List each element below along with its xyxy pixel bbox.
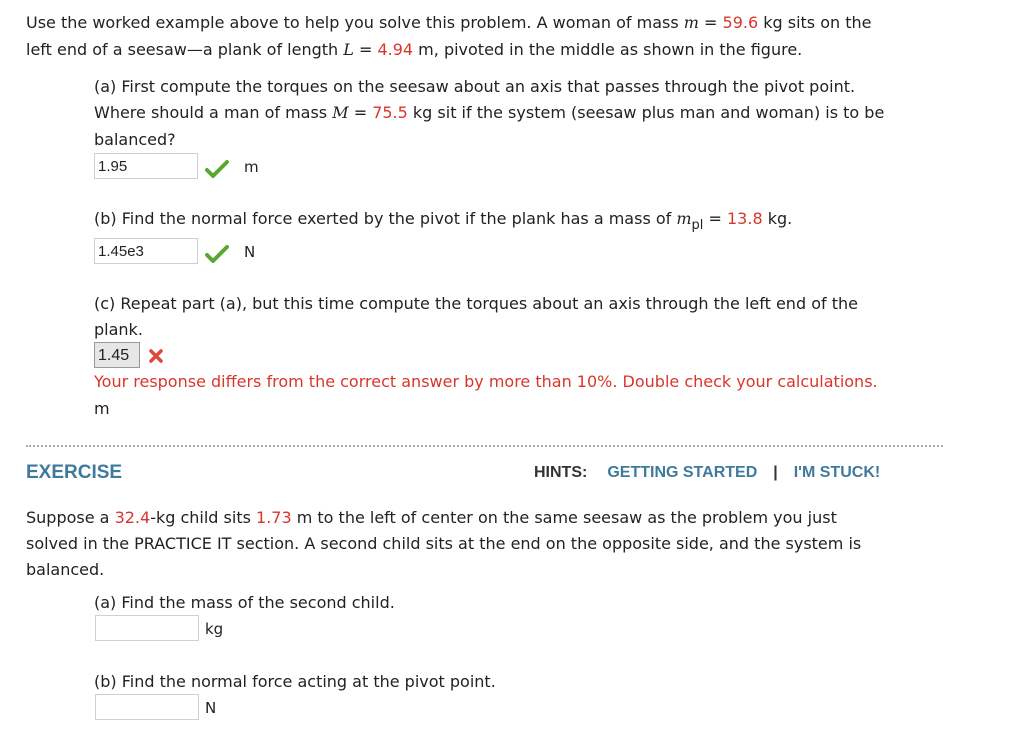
var-m-pl: $m_{pl}$ bbox=[676, 209, 704, 233]
man-mass-value: 75.5 bbox=[372, 103, 408, 122]
part-a-line-3: balanced? bbox=[94, 130, 176, 149]
cross-icon bbox=[148, 348, 164, 364]
exercise-text-line-1: Suppose a 32.4-kg child sits 1.73 m to the left of center on the same seesaw as the problem you just bbox=[26, 508, 837, 527]
getting-started-link[interactable]: GETTING STARTED bbox=[607, 464, 758, 481]
check-icon bbox=[205, 245, 229, 263]
exercise-part-b-prompt: (b) Find the normal force acting at the pivot point. bbox=[94, 672, 496, 691]
var-m: m bbox=[683, 13, 699, 32]
section-divider bbox=[26, 445, 943, 447]
exercise-part-a-answer-field[interactable] bbox=[95, 615, 199, 641]
exercise-part-b-unit: N bbox=[205, 699, 217, 717]
problem-intro-line-1: Use the worked example above to help you solve this problem. A woman of mass m = 59.6 kg sits on the bbox=[26, 13, 872, 32]
exercise-part-a-unit: kg bbox=[205, 620, 224, 638]
hints-label: HINTS: bbox=[534, 464, 588, 481]
exercise-heading: EXERCISE bbox=[26, 462, 123, 483]
problem-intro-line-2: left end of a seesaw—a plank of length L = 4.94 m, pivoted in the middle as shown in the figure. bbox=[26, 40, 803, 59]
part-b-line-1: (b) Find the normal force exerted by the pivot if the plank has a mass of $m_{pl} = 13.8$ kg. bbox=[94, 209, 793, 233]
child-mass-value: 32.4 bbox=[114, 508, 151, 527]
plank-mass-value: 13.8 bbox=[727, 209, 763, 228]
child-distance-value: 1.73 bbox=[256, 508, 292, 527]
var-L: L bbox=[343, 40, 354, 59]
part-a-line-2: Where should a man of mass M = 75.5 kg sit if the system (seesaw plus man and woman) is to be bbox=[94, 103, 885, 122]
hints-bar bbox=[534, 463, 880, 483]
woman-mass-value: 59.6 bbox=[722, 13, 759, 32]
check-icon bbox=[205, 160, 229, 178]
exercise-part-b-answer-field[interactable] bbox=[95, 694, 199, 720]
hint-separator: | bbox=[773, 464, 778, 481]
part-b-unit: N bbox=[244, 243, 256, 261]
im-stuck-link[interactable]: I'M STUCK! bbox=[793, 464, 881, 481]
exercise-part-a-prompt: (a) Find the mass of the second child. bbox=[94, 593, 395, 612]
part-c-unit: m bbox=[94, 399, 110, 418]
part-b-answer-field[interactable]: 1.45e3 bbox=[94, 238, 198, 264]
exercise-text-line-2: solved in the PRACTICE IT section. A second child sits at the end on the opposite side, and the system is bbox=[26, 534, 862, 553]
part-a-line-1: (a) First compute the torques on the seesaw about an axis that passes through the pivot point. bbox=[94, 77, 856, 96]
part-c-line-1: (c) Repeat part (a), but this time compute the torques about an axis through the left end of the bbox=[94, 294, 858, 313]
exercise-text-line-3: balanced. bbox=[26, 560, 105, 579]
part-c-line-2: plank. bbox=[94, 320, 143, 339]
part-c-feedback: Your response differs from the correct answer by more than 10%. Double check your calculations. bbox=[94, 372, 878, 391]
var-M: M bbox=[332, 103, 349, 122]
part-a-unit: m bbox=[244, 158, 259, 176]
plank-length-value: 4.94 bbox=[377, 40, 414, 59]
part-a-answer-field[interactable]: 1.95 bbox=[94, 153, 198, 179]
part-c-answer-field[interactable]: 1.45 bbox=[94, 342, 140, 368]
